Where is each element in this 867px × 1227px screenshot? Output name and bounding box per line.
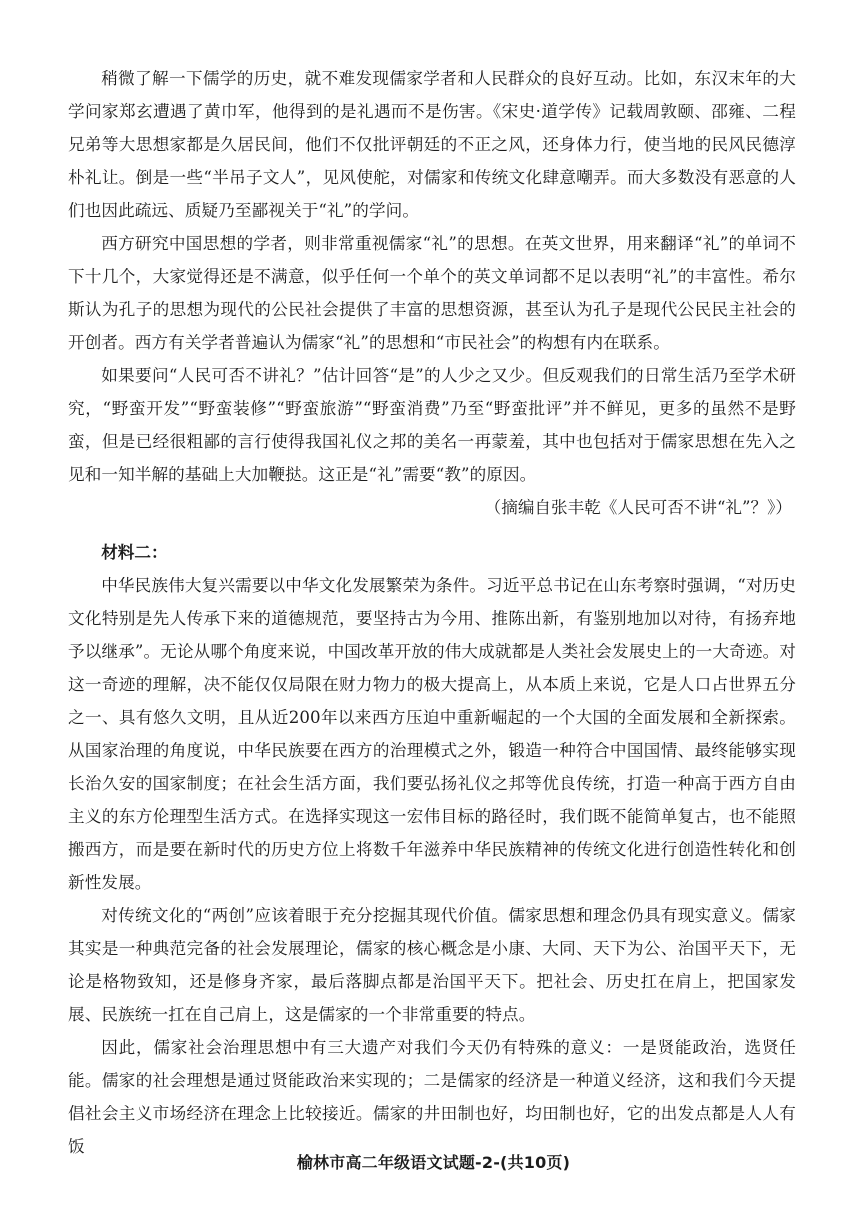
paragraph: 中华民族伟大复兴需要以中华文化发展繁荣为条件。习近平总书记在山东考察时强调，“对历史文化特别是先人传承下来的道德规范，要坚持古为今用、推陈出新，有鉴别地加以对待，有扬弃地予以继承”。无论从哪个角度来说，中国改革开放的伟大成就都是人类社会发展史上的一大奇迹。对这一奇迹的理解，决不能仅仅局限在财力物力的极大提高上，从本质上来说，它是人口占世界五分之一、具有悠久文明，且从近200年以来西方压迫中重新崛起的一个大国的全面发展和全新探索。从国家治理的角度说，中华民族要在西方的治理模式之外，锻造一种符合中国国情、最终能够实现长治久安的国家制度；在社会生活方面，我们要弘扬礼仪之邦等优良传统，打造一种高于西方自由主义的东方伦理型生活方式。在选择实现这一宏伟目标的路径时，我们既不能简单复古，也不能照搬西方，而是要在新时代的历史方位上将数千年滋养中华民族精神的传统文化进行创造性转化和创新性发展。 — [68, 576, 796, 892]
paragraph: 对传统文化的“两创”应该着眼于充分挖掘其现代价值。儒家思想和理念仍具有现实意义。儒家其实是一种典范完备的社会发展理论，儒家的核心概念是小康、大同、天下为公、治国平天下，无论是格物致知，还是修身齐家，最后落脚点都是治国平天下。把社会、历史扛在肩上，把国家发展、民族统一扛在自己肩上，这是儒家的一个非常重要的特点。 — [68, 906, 796, 1024]
paragraph: 西方研究中国思想的学者，则非常重视儒家“礼”的思想。在英文世界，用来翻译“礼”的单词不下十几个，大家觉得还是不满意，似乎任何一个单个的英文单词都不足以表明“礼”的丰富性。希尔斯认为孔子的思想为现代的公民社会提供了丰富的思想资源，甚至认为孔子是现代公民民主社会的开创者。西方有关学者普遍认为儒家“礼”的思想和“市民社会”的构想有内在联系。 — [68, 234, 796, 352]
material-heading: 材料二： — [101, 542, 168, 562]
page-footer: 榆林市高二年级语文试题-2-(共10页) — [296, 1153, 571, 1172]
paragraph: 如果要问“人民可否不讲礼？”估计回答“是”的人少之又少。但反观我们的日常生活乃至学术研究，“野蛮开发”“野蛮装修”“野蛮旅游”“野蛮消费”乃至“野蛮批评”并不鲜见，更多的虽然不是野蛮，但是已经很粗鄙的言行使得我国礼仪之邦的美名一再蒙羞，其中也包括对于儒家思想在先入之见和一知半解的基础上大加鞭挞。这正是“礼”需要“教”的原因。 — [68, 366, 796, 484]
paragraph: 因此，儒家社会治理思想中有三大遗产对我们今天仍有特殊的意义：一是贤能政治，选贤任能。儒家的社会理想是通过贤能政治来实现的；二是儒家的经济是一种道义经济，这和我们今天提倡社会主义市场经济在理念上比较接近。儒家的井田制也好，均田制也好，它的出发点都是人人有饭 — [68, 1038, 796, 1156]
source-citation: （摘编自张丰乾《人民可否不讲“礼”？》） — [484, 498, 792, 517]
document-body — [68, 62, 796, 1163]
paragraph: 稍微了解一下儒学的历史，就不难发现儒家学者和人民群众的良好互动。比如，东汉末年的大学问家郑玄遭遇了黄巾军，他得到的是礼遇而不是伤害。《宋史·道学传》记载周敦颐、邵雍、二程兄弟等大思想家都是久居民间，他们不仅批评朝廷的不正之风，还身体力行，使当地的民风民德淳朴礼让。倒是一些“半吊子文人”，见风使舵，对儒家和传统文化肆意嘲弄。而大多数没有恶意的人们也因此疏远、质疑乃至鄙视关于“礼”的学问。 — [68, 69, 796, 220]
